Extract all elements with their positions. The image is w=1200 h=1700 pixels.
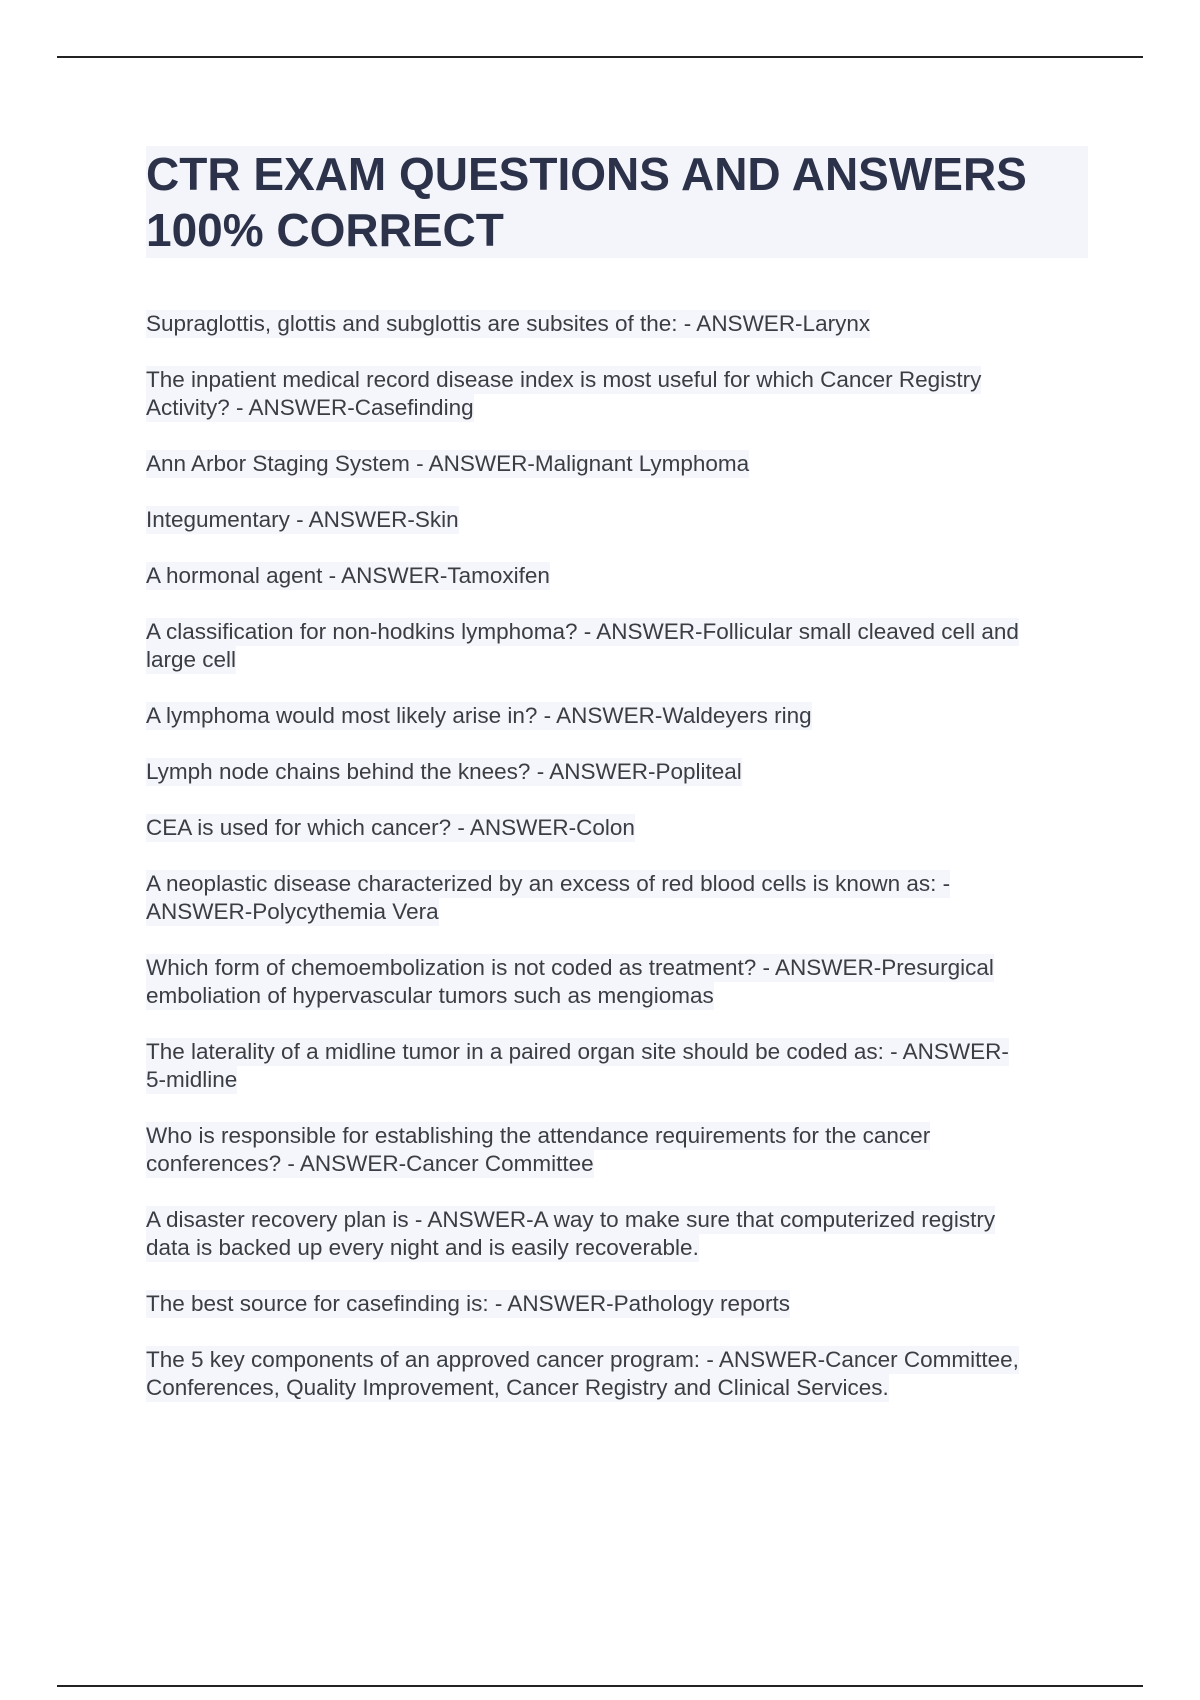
qa-text: A neoplastic disease characterized by an excess of red blood cells is known as: - <box>146 871 951 896</box>
qa-text: The best source for casefinding is: - ANSWER-Pathology reports <box>146 1291 791 1316</box>
qa-text: The inpatient medical record disease index is most useful for which Cancer Registry <box>146 367 982 392</box>
qa-text: A hormonal agent - ANSWER-Tamoxifen <box>146 563 550 588</box>
qa-text: Lymph node chains behind the knees? - ANSWER-Popliteal <box>146 759 742 784</box>
qa-text: A classification for non-hodkins lymphoma? - ANSWER-Follicular small cleaved cell and <box>146 619 1019 644</box>
qa-text: A disaster recovery plan is - ANSWER-A way to make sure that computerized registry <box>146 1207 996 1232</box>
document-title <box>146 146 1088 258</box>
qa-text: Which form of chemoembolization is not coded as treatment? - ANSWER-Presurgical <box>146 955 994 980</box>
qa-text: The 5 key components of an approved cancer program: - ANSWER-Cancer Committee, <box>146 1347 1019 1372</box>
qa-text: large cell <box>146 647 237 672</box>
qa-text: Integumentary - ANSWER-Skin <box>146 507 459 532</box>
qa-list <box>146 310 1096 1430</box>
qa-item <box>146 702 1096 758</box>
qa-text: data is backed up every night and is easily recoverable. <box>146 1235 699 1260</box>
qa-item <box>146 1206 1096 1290</box>
qa-text: The laterality of a midline tumor in a paired organ site should be coded as: - ANSWER- <box>146 1039 1009 1064</box>
qa-item <box>146 366 1096 450</box>
qa-text: emboliation of hypervascular tumors such as mengiomas <box>146 983 714 1008</box>
title-line-2: 100% CORRECT <box>146 204 504 256</box>
qa-text: Ann Arbor Staging System - ANSWER-Malignant Lymphoma <box>146 451 750 476</box>
bottom-rule <box>57 1685 1143 1687</box>
qa-item <box>146 870 1096 954</box>
qa-item <box>146 1346 1096 1430</box>
qa-text: Conferences, Quality Improvement, Cancer Registry and Clinical Services. <box>146 1375 889 1400</box>
qa-item <box>146 1038 1096 1122</box>
title-line-1: CTR EXAM QUESTIONS AND ANSWERS <box>146 148 1027 200</box>
qa-item <box>146 1290 1096 1346</box>
qa-item <box>146 310 1096 366</box>
qa-item <box>146 618 1096 702</box>
qa-item <box>146 758 1096 814</box>
qa-item <box>146 450 1096 506</box>
qa-text: CEA is used for which cancer? - ANSWER-Colon <box>146 815 635 840</box>
qa-item <box>146 562 1096 618</box>
qa-text: A lymphoma would most likely arise in? - ANSWER-Waldeyers ring <box>146 703 812 728</box>
qa-text: Activity? - ANSWER-Casefinding <box>146 395 474 420</box>
qa-item <box>146 814 1096 870</box>
top-rule <box>57 56 1143 58</box>
qa-text: Supraglottis, glottis and subglottis are subsites of the: - ANSWER-Larynx <box>146 311 871 336</box>
qa-item <box>146 954 1096 1038</box>
qa-text: 5-midline <box>146 1067 238 1092</box>
qa-text: conferences? - ANSWER-Cancer Committee <box>146 1151 594 1176</box>
qa-text: ANSWER-Polycythemia Vera <box>146 899 439 924</box>
qa-item <box>146 1122 1096 1206</box>
qa-text: Who is responsible for establishing the attendance requirements for the cancer <box>146 1123 931 1148</box>
qa-item <box>146 506 1096 562</box>
